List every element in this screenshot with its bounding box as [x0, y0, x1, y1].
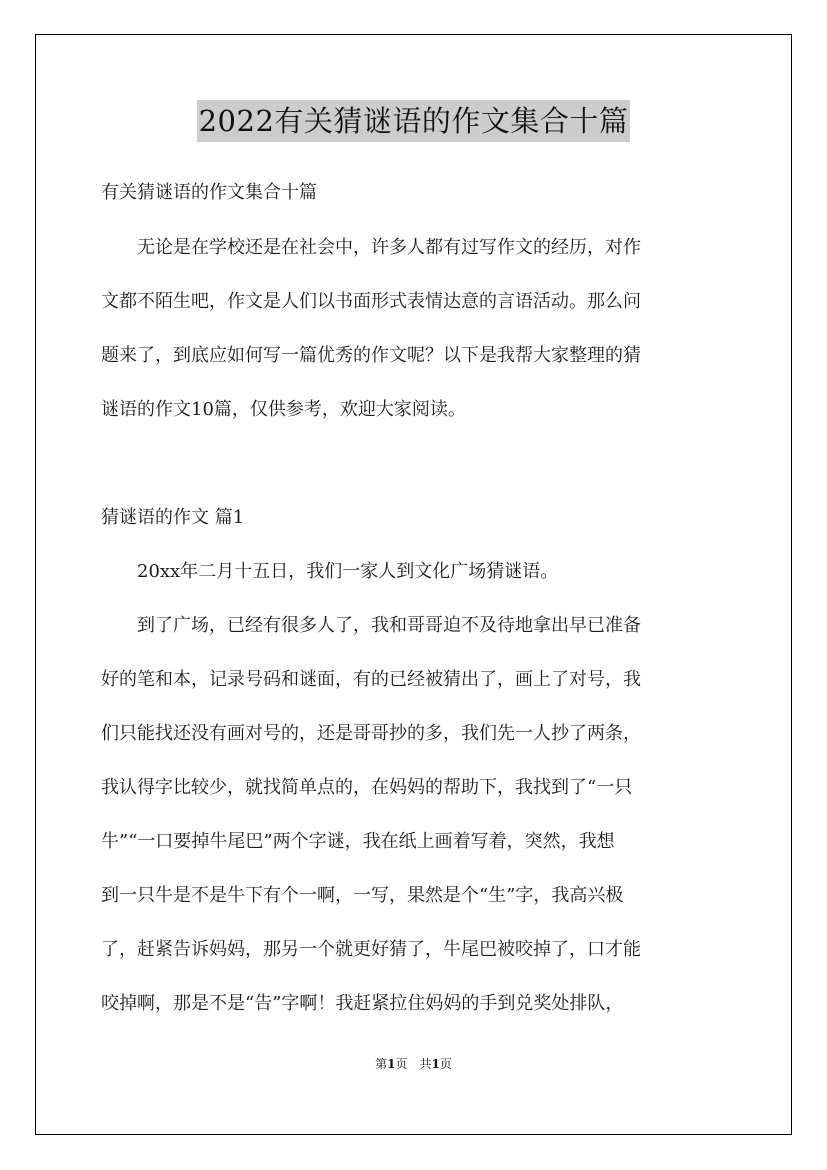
footer-middle: 页 共	[395, 1057, 432, 1071]
intro-line: 题来了，到底应如何写一篇优秀的作文呢？以下是我帮大家整理的猜	[101, 345, 641, 366]
document-title: 2022有关猜谜语的作文集合十篇	[197, 100, 631, 142]
footer-page-total: 1	[431, 1057, 440, 1071]
paragraph-line: 好的笔和本，记录号码和谜面，有的已经被猜出了，画上了对号，我	[101, 669, 641, 690]
section-heading: 猜谜语的作文 篇1	[101, 507, 245, 528]
subtitle: 有关猜谜语的作文集合十篇	[101, 182, 317, 203]
paragraph-line: 咬掉啊，那是不是“告”字啊！我赶紧拉住妈妈的手到兑奖处排队，	[101, 993, 624, 1014]
paragraph-line: 我认得字比较少，就找简单点的，在妈妈的帮助下，我找到了“一只	[101, 777, 633, 798]
intro-line: 无论是在学校还是在社会中，许多人都有过写作文的经历，对作	[101, 237, 641, 258]
page-footer	[0, 1055, 827, 1072]
paragraph-line: 20xx年二月十五日，我们一家人到文化广场猜谜语。	[101, 561, 559, 582]
footer-prefix: 第	[375, 1057, 388, 1071]
paragraph-line: 们只能找还没有画对号的，还是哥哥抄的多，我们先一人抄了两条，	[101, 723, 641, 744]
paragraph-line: 了，赶紧告诉妈妈，那另一个就更好猜了，牛尾巴被咬掉了，口才能	[101, 939, 641, 960]
title-container	[0, 100, 827, 142]
intro-line: 谜语的作文10篇，仅供参考，欢迎大家阅读。	[101, 399, 466, 420]
paragraph-line: 到一只牛是不是牛下有个一啊，一写，果然是个“生”字，我高兴极	[101, 885, 624, 906]
footer-page-number: 1	[387, 1057, 396, 1071]
paragraph-line: 牛”“一口要掉牛尾巴”两个字谜，我在纸上画着写着，突然，我想	[101, 831, 615, 852]
intro-line: 文都不陌生吧，作文是人们以书面形式表情达意的言语活动。那么问	[101, 291, 641, 312]
footer-suffix: 页	[439, 1057, 452, 1071]
paragraph-line: 到了广场，已经有很多人了，我和哥哥迫不及待地拿出早已准备	[101, 615, 641, 636]
